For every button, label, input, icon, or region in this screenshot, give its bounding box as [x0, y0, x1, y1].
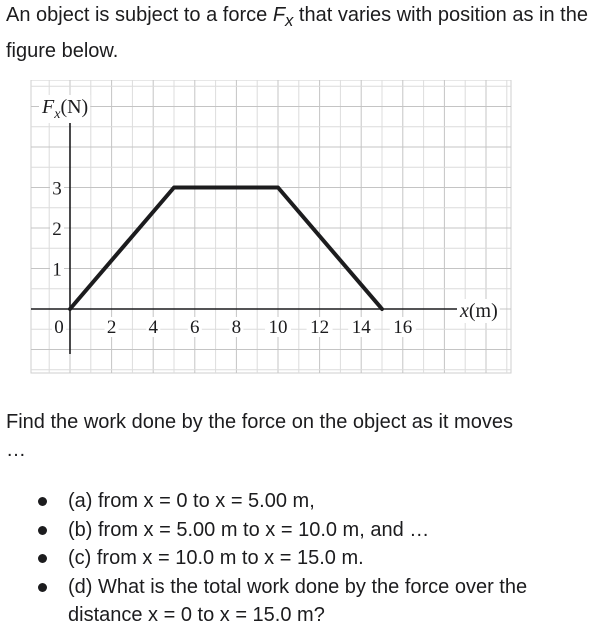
x-axis-label: [459, 300, 498, 322]
x-tick-label: 2: [107, 317, 117, 338]
y-tick-label: 2: [52, 219, 62, 240]
question-ellipsis: …: [6, 440, 26, 460]
x-tick-label-group: [188, 317, 202, 338]
x-tick-label-group: [229, 317, 243, 338]
x-tick-label-group: [265, 317, 291, 338]
x-tick-label: 14: [352, 317, 372, 338]
question-part-d: (d) What is the total work done by the force over the distance x = 0 to x = 15.0 m?: [0, 573, 605, 630]
y-tick-labels: [50, 177, 64, 281]
x-tick-label-group: [146, 317, 160, 338]
x-tick-label: 4: [148, 317, 158, 338]
y-tick-label-group: [50, 177, 64, 200]
force-position-graph: [8, 80, 528, 380]
x-tick-label-group: [390, 317, 416, 338]
x-tick-label-group: [348, 317, 374, 338]
question-parts-list: [0, 487, 605, 630]
x-tick-label: 0: [54, 317, 64, 338]
y-axis-label-subscript: x: [53, 107, 61, 122]
y-tick-label-group: [50, 258, 64, 281]
x-axis-label-unit: (m): [469, 300, 498, 322]
x-tick-label: 16: [393, 317, 412, 338]
question-text: Find the work done by the force on the object as it moves: [6, 408, 601, 437]
x-tick-label-group: [105, 317, 119, 338]
question-part-b: (b) from x = 5.00 m to x = 10.0 m, and …: [0, 516, 605, 545]
x-tick-label: 12: [310, 317, 329, 338]
problem-intro: [6, 0, 601, 67]
question-part-a: (a) from x = 0 to x = 5.00 m,: [0, 487, 605, 516]
y-axis-label-symbol: F: [41, 96, 55, 118]
x-tick-label-group: [52, 317, 66, 338]
x-tick-label-group: [307, 317, 333, 338]
y-axis-label-unit: (N): [60, 96, 88, 118]
x-tick-label: 10: [269, 317, 288, 338]
y-tick-label-group: [50, 217, 64, 240]
y-tick-label: 1: [52, 260, 62, 281]
force-subscript: x: [285, 11, 293, 30]
x-tick-labels: [52, 317, 416, 338]
x-axis-label-symbol: x: [459, 300, 469, 322]
intro-text-before: An object is subject to a force: [6, 4, 273, 26]
y-tick-label: 3: [52, 179, 62, 200]
x-tick-label: 6: [190, 317, 200, 338]
intro-text-after: that varies with position as in the figure below.: [6, 4, 588, 62]
question-part-c: (c) from x = 10.0 m to x = 15.0 m.: [0, 544, 605, 573]
force-symbol: F: [273, 4, 285, 26]
x-tick-label: 8: [232, 317, 242, 338]
